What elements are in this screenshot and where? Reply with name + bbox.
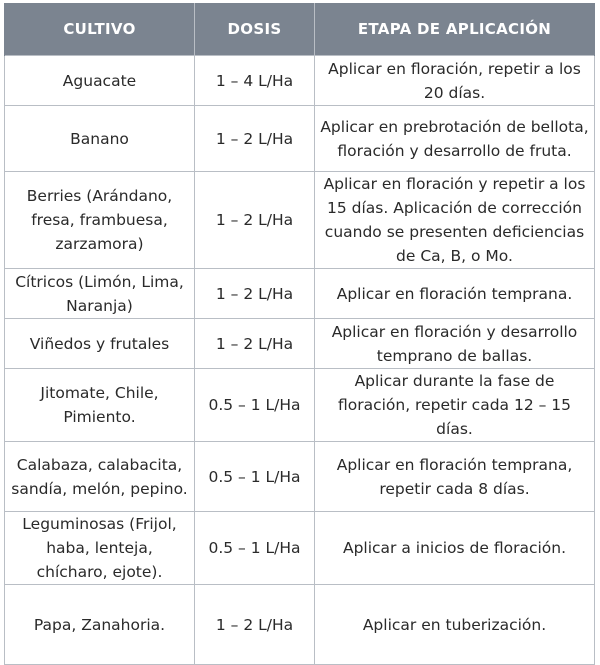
- crop-cell: Viñedos y frutales: [5, 319, 195, 369]
- header-crop: CULTIVO: [5, 3, 195, 56]
- table-row: [5, 512, 595, 585]
- dose-cell: 0.5 – 1 L/Ha: [195, 369, 315, 442]
- crop-cell: Aguacate: [5, 56, 195, 106]
- table-row: [5, 269, 595, 319]
- dose-cell: 1 – 2 L/Ha: [195, 106, 315, 172]
- stage-cell: Aplicar en floración y repetir a los 15 días. Aplicación de corrección cuando se presenten deficiencias de Ca, B, o Mo.: [315, 172, 595, 269]
- table-row: [5, 56, 595, 106]
- crop-cell: Cítricos (Limón, Lima, Naranja): [5, 269, 195, 319]
- dose-cell: 1 – 2 L/Ha: [195, 269, 315, 319]
- header-row: [5, 3, 595, 56]
- table-body: [5, 56, 595, 665]
- stage-cell: Aplicar durante la fase de floración, repetir cada 12 – 15 días.: [315, 369, 595, 442]
- table-row: [5, 319, 595, 369]
- dose-cell: 0.5 – 1 L/Ha: [195, 442, 315, 512]
- header-stage: ETAPA DE APLICACIÓN: [315, 3, 595, 56]
- table-row: [5, 442, 595, 512]
- header-dose: DOSIS: [195, 3, 315, 56]
- crop-cell: Papa, Zanahoria.: [5, 585, 195, 665]
- table-row: [5, 585, 595, 665]
- dose-cell: 0.5 – 1 L/Ha: [195, 512, 315, 585]
- stage-cell: Aplicar en floración y desarrollo temprano de ballas.: [315, 319, 595, 369]
- dosage-table: [4, 3, 595, 665]
- crop-cell: Berries (Arándano, fresa, frambuesa, zarzamora): [5, 172, 195, 269]
- dose-cell: 1 – 2 L/Ha: [195, 319, 315, 369]
- crop-cell: Leguminosas (Frijol, haba, lenteja, chícharo, ejote).: [5, 512, 195, 585]
- stage-cell: Aplicar en floración, repetir a los 20 días.: [315, 56, 595, 106]
- crop-cell: Banano: [5, 106, 195, 172]
- crop-cell: Calabaza, calabacita, sandía, melón, pepino.: [5, 442, 195, 512]
- table-row: [5, 369, 595, 442]
- table-header: [5, 3, 595, 56]
- crop-cell: Jitomate, Chile, Pimiento.: [5, 369, 195, 442]
- dose-cell: 1 – 2 L/Ha: [195, 585, 315, 665]
- stage-cell: Aplicar en floración temprana.: [315, 269, 595, 319]
- dose-cell: 1 – 4 L/Ha: [195, 56, 315, 106]
- dose-cell: 1 – 2 L/Ha: [195, 172, 315, 269]
- stage-cell: Aplicar a inicios de floración.: [315, 512, 595, 585]
- stage-cell: Aplicar en tuberización.: [315, 585, 595, 665]
- table-row: [5, 172, 595, 269]
- table-row: [5, 106, 595, 172]
- stage-cell: Aplicar en floración temprana, repetir cada 8 días.: [315, 442, 595, 512]
- stage-cell: Aplicar en prebrotación de bellota, floración y desarrollo de fruta.: [315, 106, 595, 172]
